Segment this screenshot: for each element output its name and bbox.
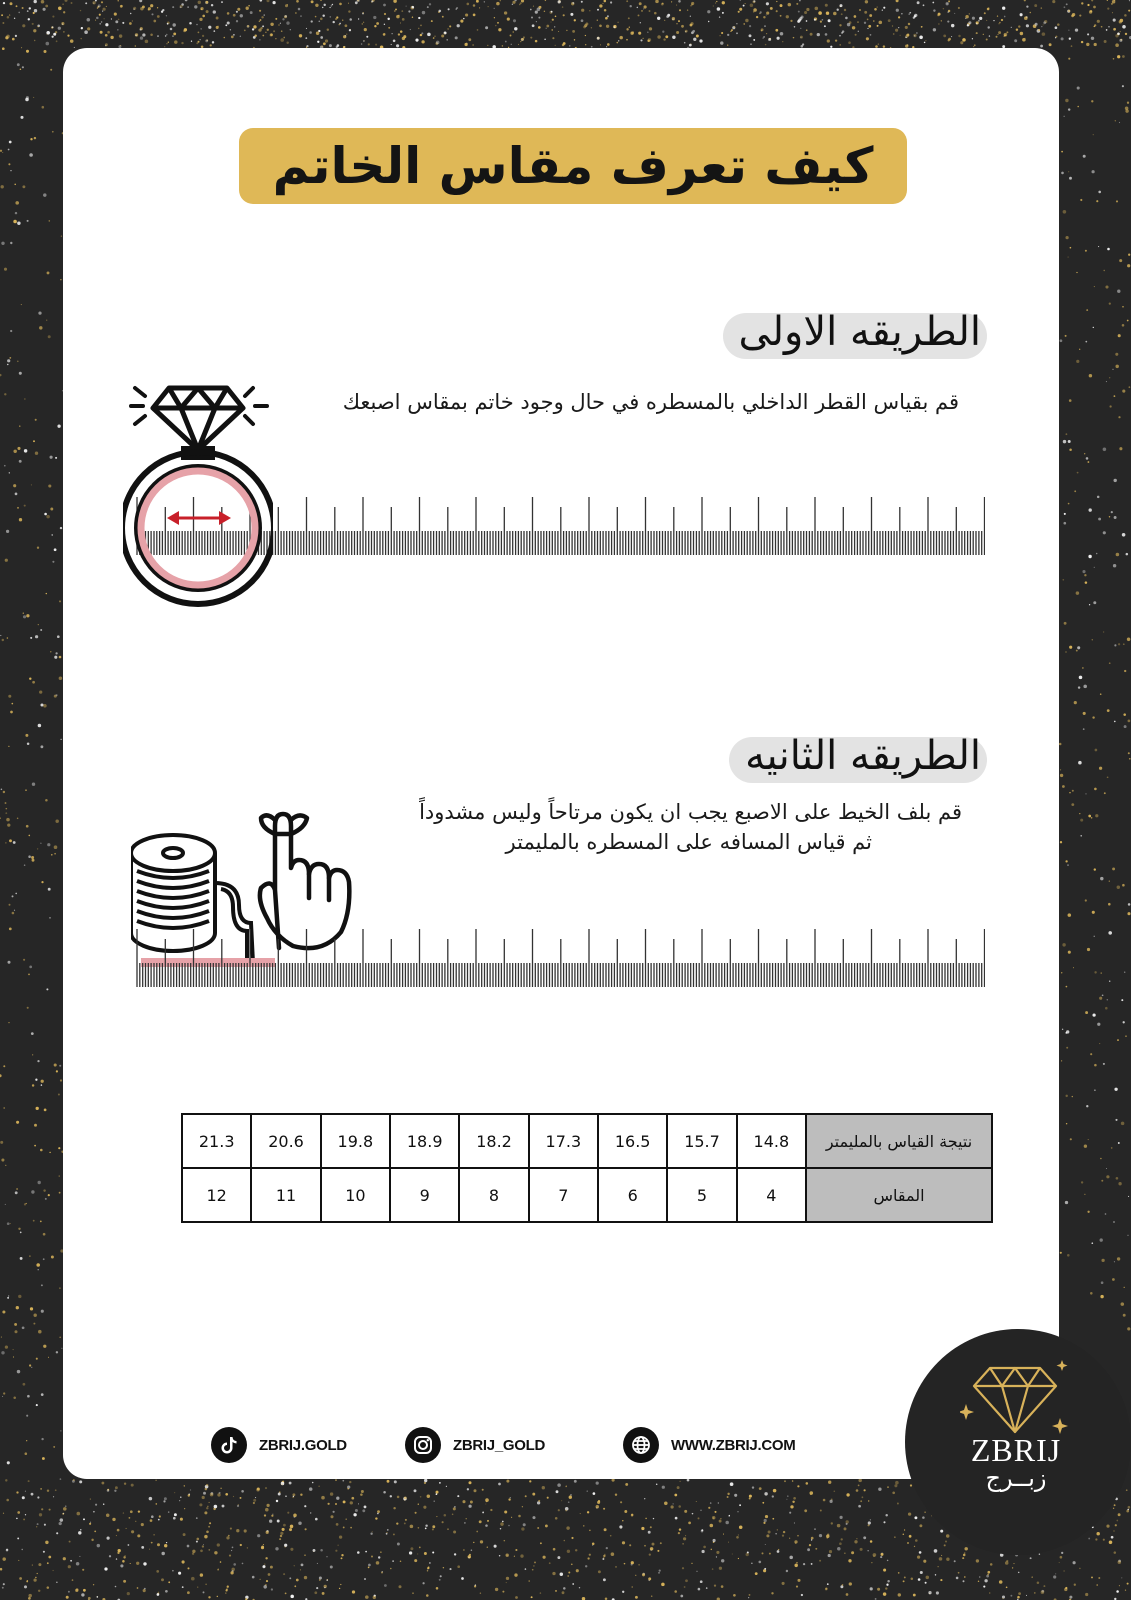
method-two-heading [729,733,987,783]
tiktok-handle: ZBRIJ.GOLD [259,1436,347,1454]
table-cell: 4 [737,1168,806,1222]
diamond-ring-icon [123,378,273,608]
table-cell: 11 [251,1168,320,1222]
sizing-guide-card [63,48,1059,1479]
measurement-header: نتيجة القياس بالمليمتر [806,1114,992,1168]
instagram-link[interactable] [405,1427,545,1463]
method-two-instruction-line-2: ثم قياس المسافه على المسطره بالمليمتر [505,830,872,854]
tiktok-icon [211,1427,247,1463]
title-banner [239,128,907,204]
table-row [182,1168,992,1222]
table-cell: 6 [598,1168,667,1222]
website-link[interactable] [623,1427,795,1463]
method-two-instruction-line-1: قم بلف الخيط على الاصبع يجب ان يكون مرتاحاً وليس مشدوداً [419,800,962,824]
method-one-heading [723,309,987,359]
method-one-instruction: قم بقياس القطر الداخلي بالمسطره في حال وجود خاتم بمقاس اصبعك [342,390,959,414]
tiktok-link[interactable] [211,1427,347,1463]
website-url: WWW.ZBRIJ.COM [671,1436,796,1454]
table-cell: 5 [667,1168,736,1222]
table-cell: 12 [182,1168,251,1222]
table-cell: 20.6 [251,1114,320,1168]
globe-icon [623,1427,659,1463]
brand-logo-text: ZBRIJ [970,1432,1062,1468]
instagram-handle: ZBRIJ_GOLD [453,1436,546,1454]
ring-size-table [181,1113,993,1223]
method-one-heading-text: الطريقه الاولى [738,309,981,355]
brand-logo-arabic-text: زبــرج [985,1464,1047,1492]
table-cell: 8 [459,1168,528,1222]
method-two-heading-text: الطريقه الثانيه [745,733,981,779]
table-cell: 15.7 [667,1114,736,1168]
table-cell: 21.3 [182,1114,251,1168]
table-cell: 18.9 [390,1114,459,1168]
table-cell: 18.2 [459,1114,528,1168]
table-cell: 7 [529,1168,598,1222]
instagram-icon [405,1427,441,1463]
table-cell: 19.8 [321,1114,390,1168]
diamond-logo-icon [960,1360,1070,1440]
ruler-method-two [135,925,985,1005]
table-cell: 16.5 [598,1114,667,1168]
table-row [182,1114,992,1168]
size-header: المقاس [806,1168,992,1222]
page-title: كيف تعرف مقاس الخاتم [272,137,874,195]
table-cell: 14.8 [737,1114,806,1168]
table-cell: 17.3 [529,1114,598,1168]
table-cell: 9 [390,1168,459,1222]
table-cell: 10 [321,1168,390,1222]
